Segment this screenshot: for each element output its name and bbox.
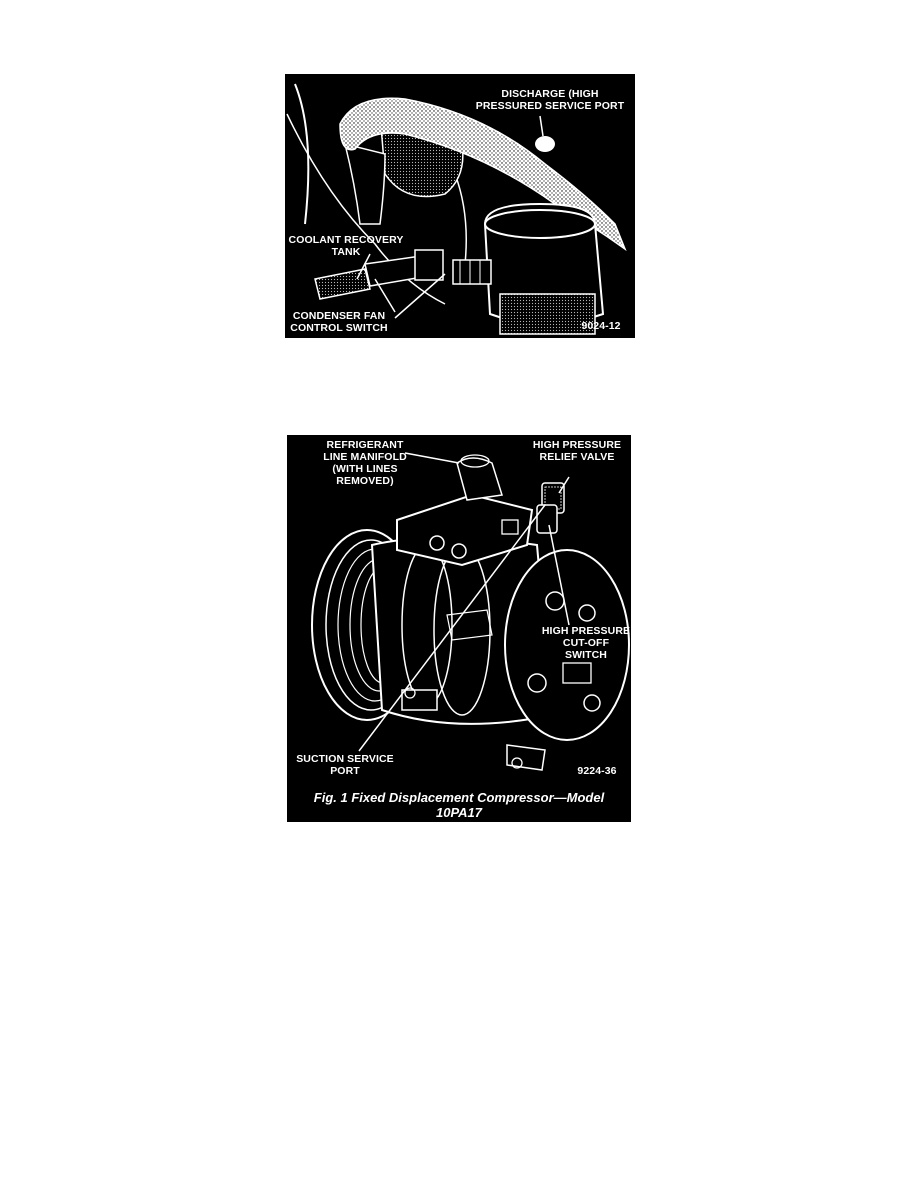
cutoff-switch-label: HIGH PRESSURE CUT-OFF SWITCH bbox=[541, 625, 631, 661]
manifold-label: REFRIGERANT LINE MANIFOLD (WITH LINES REMOVED) bbox=[323, 439, 407, 487]
figure-number-label: 9024-12 bbox=[581, 320, 621, 332]
figure-compressor bbox=[287, 435, 631, 822]
suction-port-label: SUCTION SERVICE PORT bbox=[296, 753, 394, 777]
discharge-port-label: DISCHARGE (HIGH PRESSURED SERVICE PORT bbox=[475, 88, 625, 112]
relief-valve-label: HIGH PRESSURE RELIEF VALVE bbox=[532, 439, 622, 463]
figure-discharge-port bbox=[285, 74, 635, 338]
discharge-port-illustration bbox=[285, 74, 635, 338]
fan-switch-label: CONDENSER FAN CONTROL SWITCH bbox=[290, 310, 388, 334]
coolant-tank-label: COOLANT RECOVERY TANK bbox=[288, 234, 404, 258]
figure-number-label: 9224-36 bbox=[577, 765, 617, 777]
figure-caption: Fig. 1 Fixed Displacement Compressor—Model 10PA17 bbox=[313, 790, 605, 820]
